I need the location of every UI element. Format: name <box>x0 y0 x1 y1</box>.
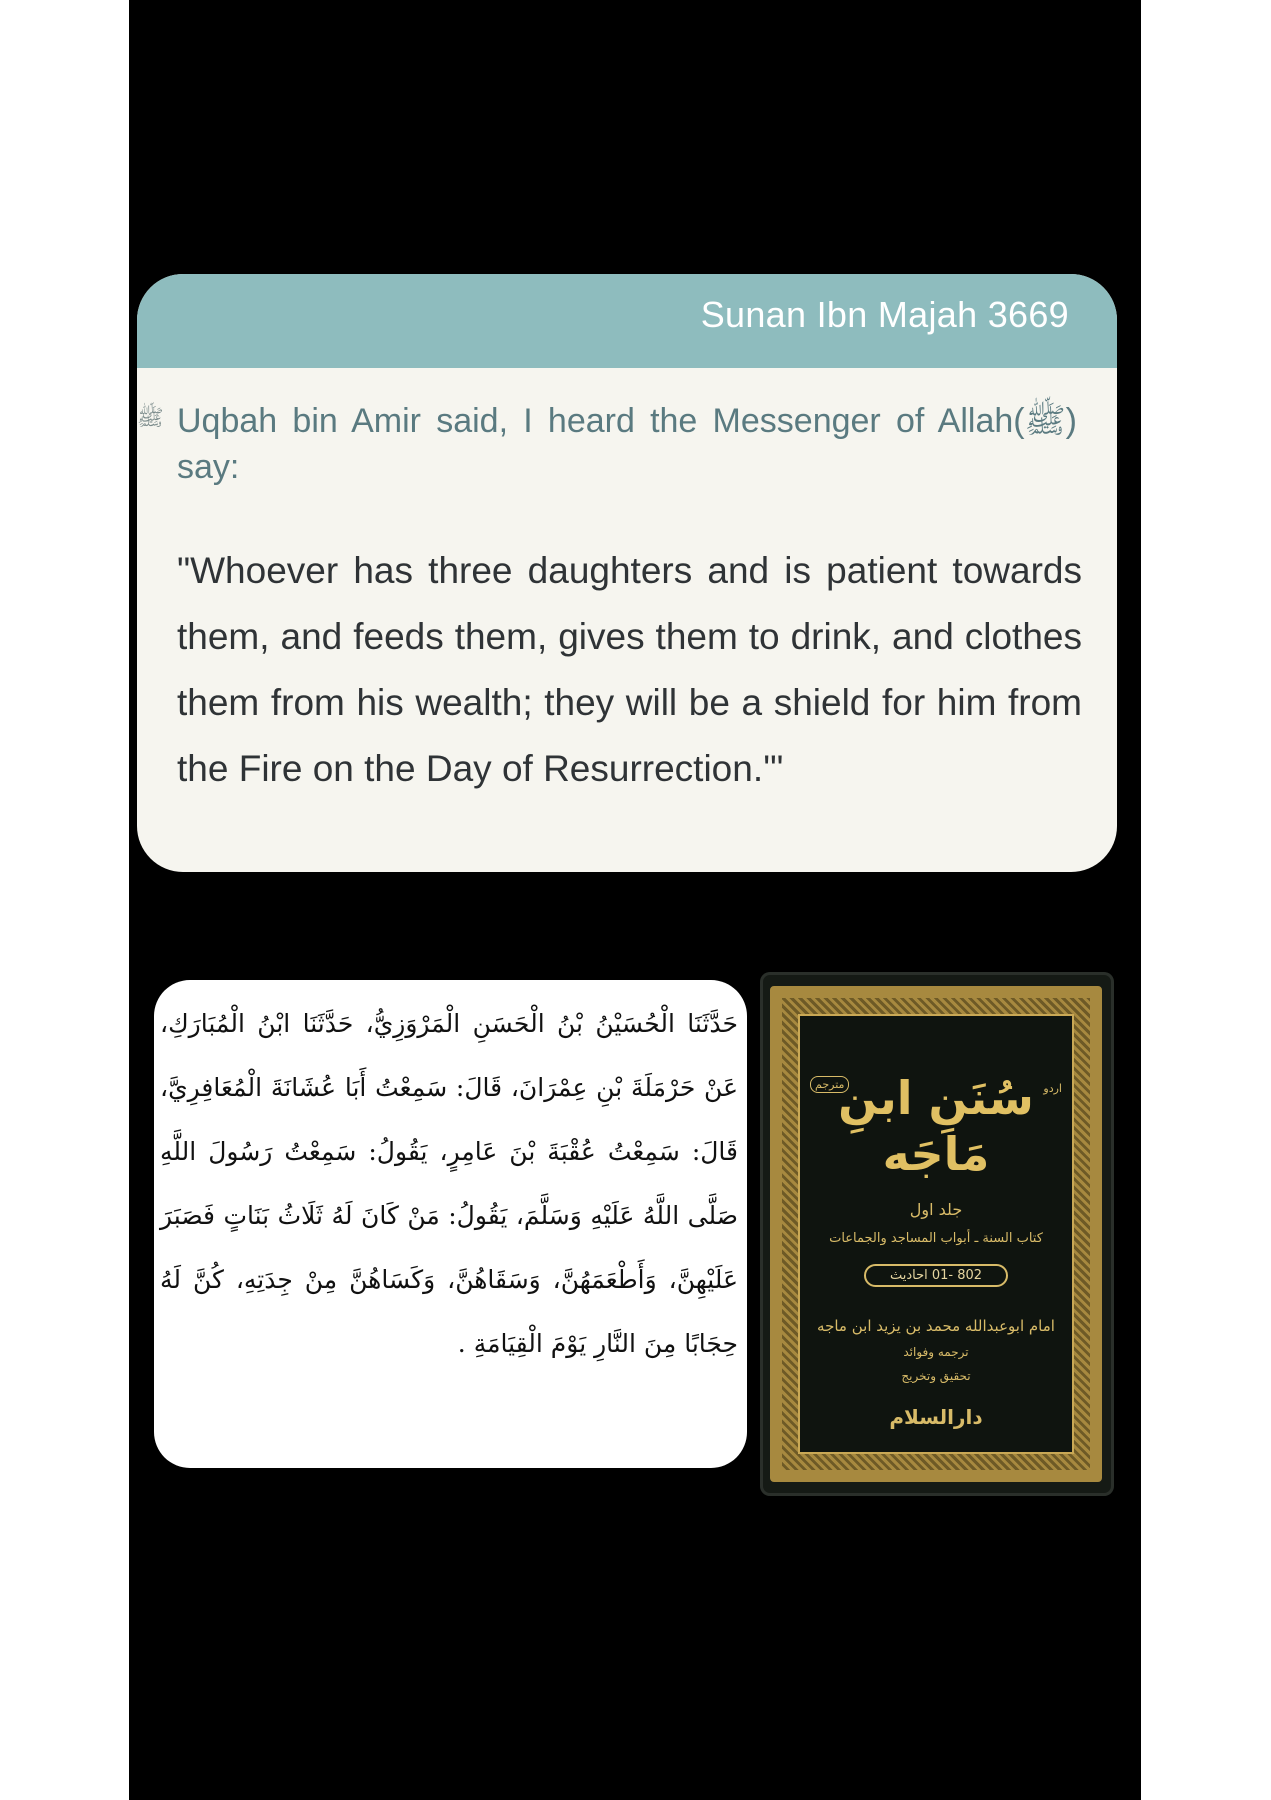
book-volume: جلد اول <box>909 1200 963 1219</box>
arabic-text-card <box>154 980 747 1468</box>
book-hadith-range: 802 -01 احاديث <box>864 1264 1008 1287</box>
black-background <box>129 0 1141 1800</box>
book-cover <box>760 972 1114 1496</box>
hadith-card <box>137 274 1117 872</box>
book-subtitle: كتاب السنة ـ أبواب المساجد والجماعات <box>829 1231 1043 1246</box>
narrator-mark-icon: ﷺ <box>137 405 164 430</box>
book-translator: ترجمه وفوائد <box>903 1345 969 1359</box>
hadith-quote: "Whoever has three daughters and is patient towards them, and feeds them, gives them to drink, and clothes them from his wealth; they will be a shield for him from the Fire on the Day of Resurrection.'" <box>177 550 1082 789</box>
book-publisher: دارالسلام <box>889 1405 983 1429</box>
book-badge-translated: مترجم <box>810 1076 849 1093</box>
arabic-hadith-text: حَدَّثَنَا الْحُسَيْنُ بْنُ الْحَسَنِ الْمَرْوَزِيُّ، حَدَّثَنَا ابْنُ الْمُبَارَكِ، عَنْ حَرْمَلَةَ بْنِ عِمْرَانَ، قَالَ: سَمِعْتُ أَبَا عُشَانَةَ الْمُعَافِرِيَّ، قَالَ: سَمِعْتُ عُقْبَةَ بْنَ عَامِرٍ، يَقُولُ: سَمِعْتُ رَسُولَ اللَّهِ صَلَّى اللَّهُ عَلَيْهِ وَسَلَّمَ، يَقُولُ: مَنْ كَانَ لَهُ ثَلَاثُ بَنَاتٍ فَصَبَرَ عَلَيْهِنَّ، وَأَطْعَمَهُنَّ، وَسَقَاهُنَّ، وَكَسَاهُنَّ مِنْ جِدَتِهِ، كُنَّ لَهُ حِجَابًا مِنَ النَّارِ يَوْمَ الْقِيَامَةِ . <box>160 1009 738 1358</box>
book-title: سُنَنِ ابنِ مَاجَه <box>838 1071 1034 1181</box>
hadith-narrator: Uqbah bin Amir said, I heard the Messenger of Allah(ﷺ) say: <box>177 402 1077 486</box>
book-badge-language: اردو <box>1043 1082 1062 1095</box>
book-author: امام ابوعبدالله محمد بن يزيد ابن ماجه <box>817 1317 1055 1335</box>
book-editor: تحقیق وتخریج <box>901 1369 971 1383</box>
book-inner-panel <box>798 1014 1074 1454</box>
hadith-reference: Sunan Ibn Majah 3669 <box>700 294 1069 335</box>
card-header <box>137 274 1117 368</box>
book-ornament-frame <box>770 986 1102 1482</box>
